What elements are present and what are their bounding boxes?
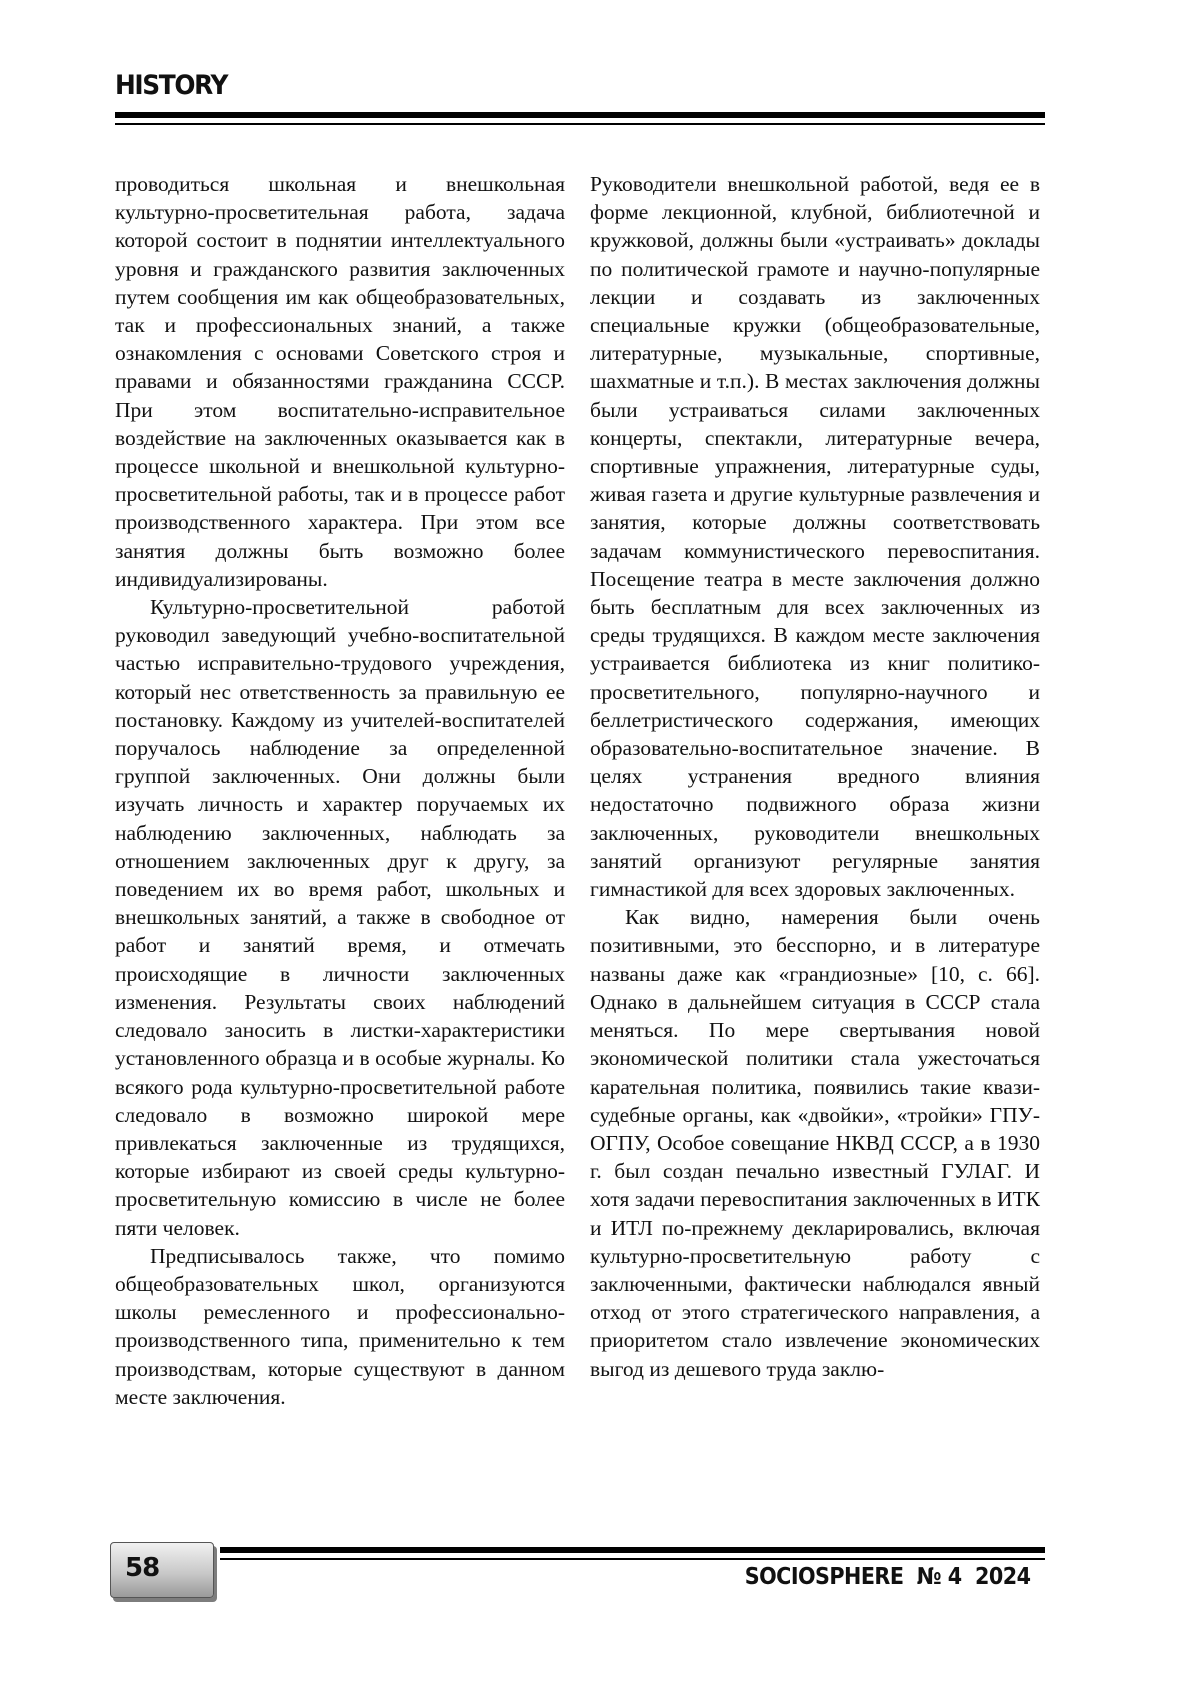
- paragraph: Как видно, намерения были очень позитивными, это бесспорно, и в литературе названы даже как «грандиозные» [10, с. 66]. Однако в дальнейшем ситуация в СССР стала меняться. По мере свертывания новой экономической политики стала ужесточаться карательная политика, появились такие квази-судебные органы, как «двойки», «тройки» ГПУ-ОГПУ, Особое совещание НКВД СССР, а в 1930 г. был создан печально известный ГУЛАГ. И хотя задачи перевоспитания заключенных в ИТК и ИТЛ по-прежнему декларировались, включая культурно-просветительную работу с заключенными, фактически наблюдался явный отход от этого стратегического направления, а приоритетом стало извлечение экономических выгод из дешевого труда заклю-: [590, 905, 1040, 1381]
- paragraph: Руководители внешкольной работой, ведя ее в форме лекционной, клубной, библиотечной и кружковой, должны были «устраивать» доклады по политической грамоте и научно-популярные лекции и создавать из заключенных специальные кружки (общеобразовательные, литературные, музыкальные, спортивные, шахматные и т.п.). В местах заключения должны были устраиваться силами заключенных концерты, спектакли, литературные вечера, спортивные упражнения, литературные суды, живая газета и другие культурные развлечения и занятия, которые должны соответствовать задачам коммунистического перевоспитания. Посещение театра в месте заключения должно быть бесплатным для всех заключенных из среды трудящихся. В каждом месте заключения устраивается библиотека из книг политико-просветительного, популярно-научного и беллетристического содержания, имеющих образовательно-воспитательное значение. В целях устранения вредного влияния недостаточно подвижного образа жизни заключенных, руководители внешкольных занятий организуют регулярные занятия гимнастикой для всех здоровых заключенных.: [590, 172, 1040, 902]
- header-rule-thick: [115, 112, 1045, 118]
- paragraph: Предписывалось также, что помимо общеобразовательных школ, организуются школы ремесленного и профессионально-производственного типа, применительно к тем производствам, которые существуют в данном месте заключения.: [115, 1243, 565, 1409]
- footer-rule-thin: [220, 1558, 1045, 1560]
- journal-title: SOCIOSPHERE № 4 2024: [744, 1564, 1030, 1590]
- page-number: 58: [125, 1553, 160, 1583]
- paragraph: проводиться школьная и внешкольная культурно-просветительная работа, задача которой состоит в поднятии интеллектуального уровня и гражданского развития заключенных путем сообщения им как общеобразовательных, так и профессиональных знаний, а также ознакомления с основами Советского строя и правами и обязанностями гражданина СССР. При этом воспитательно-исправительное воздействие на заключенных оказывается как в процессе школьной и внешкольной культурно-просветительной работы, так и в процессе работ производственного характера. При этом все занятия должны быть возможно более индивидуализированы.: [115, 172, 565, 591]
- right-column: [590, 170, 1040, 1383]
- footer-rule-thick: [220, 1547, 1045, 1553]
- page-number-badge: [110, 1542, 214, 1598]
- header-rule-thin: [115, 123, 1045, 125]
- section-title: HISTORY: [115, 70, 228, 101]
- left-column: [115, 170, 565, 1411]
- paragraph: Культурно-просветительной работой руководил заведующий учебно-воспитательной частью исправительно-трудового учреждения, который нес ответственность за правильную ее постановку. Каждому из учителей-воспитателей поручалось наблюдение за определенной группой заключенных. Они должны были изучать личность и характер поручаемых их наблюдению заключенных, наблюдать за отношением заключенных друг к другу, за поведением их во время работ, школьных и внешкольных занятий, а также в свободное от работ и занятий время, и отмечать происходящие в личности заключенных изменения. Результаты своих наблюдений следовало заносить в листки-характеристики установленного образца и в особые журналы. Ко всякого рода культурно-просветительной работе следовало в возможно широкой мере привлекаться заключенные из трудящихся, которые избирают из своей среды культурно-просветительную комиссию в числе не более пяти человек.: [115, 595, 565, 1240]
